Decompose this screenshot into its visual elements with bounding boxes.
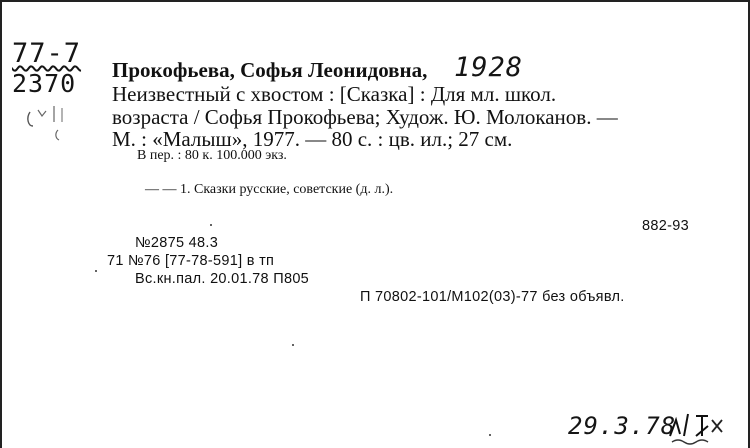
plan-note: П 70802-101/М102(03)-77 без объявл. [360,289,625,305]
shelf-mark-line2: 2370 [12,69,77,98]
handwritten-year: 1928 [454,52,524,83]
typed-line-2: 71 №76 [77-78-591] в тп [107,253,275,269]
speck [489,434,491,436]
typed-line-1: №2875 48.3 [135,235,219,251]
speck [210,224,212,226]
handwritten-signature [666,406,738,446]
handwritten-scribble [24,100,74,148]
binding-note: В пер. : 80 к. 100.000 экз. [137,148,287,163]
typed-line-3: Вс.кн.пал. 20.01.78 П805 [135,271,310,287]
description-line-1: Неизвестный с хвостом : [Сказка] : Для мл. школ. [112,82,557,106]
card-number: 882-93 [642,218,689,234]
shelf-mark [12,40,81,98]
shelf-mark-line1: 77-7 [12,38,82,69]
handwritten-date: 29.3.78 [568,412,677,440]
description-line-3: М. : «Малыш», 1977. — 80 с. : цв. ил.; 27 см. [112,127,513,151]
author-heading: Прокофьева, Софья Леонидовна, [112,58,428,82]
speck [292,344,294,346]
subject-entry: — — 1. Сказки русские, советские (д. л.). [145,182,394,197]
description-line-2: возраста / Софья Прокофьева; Худож. Ю. Молоканов. — [112,105,618,129]
speck [95,270,97,272]
